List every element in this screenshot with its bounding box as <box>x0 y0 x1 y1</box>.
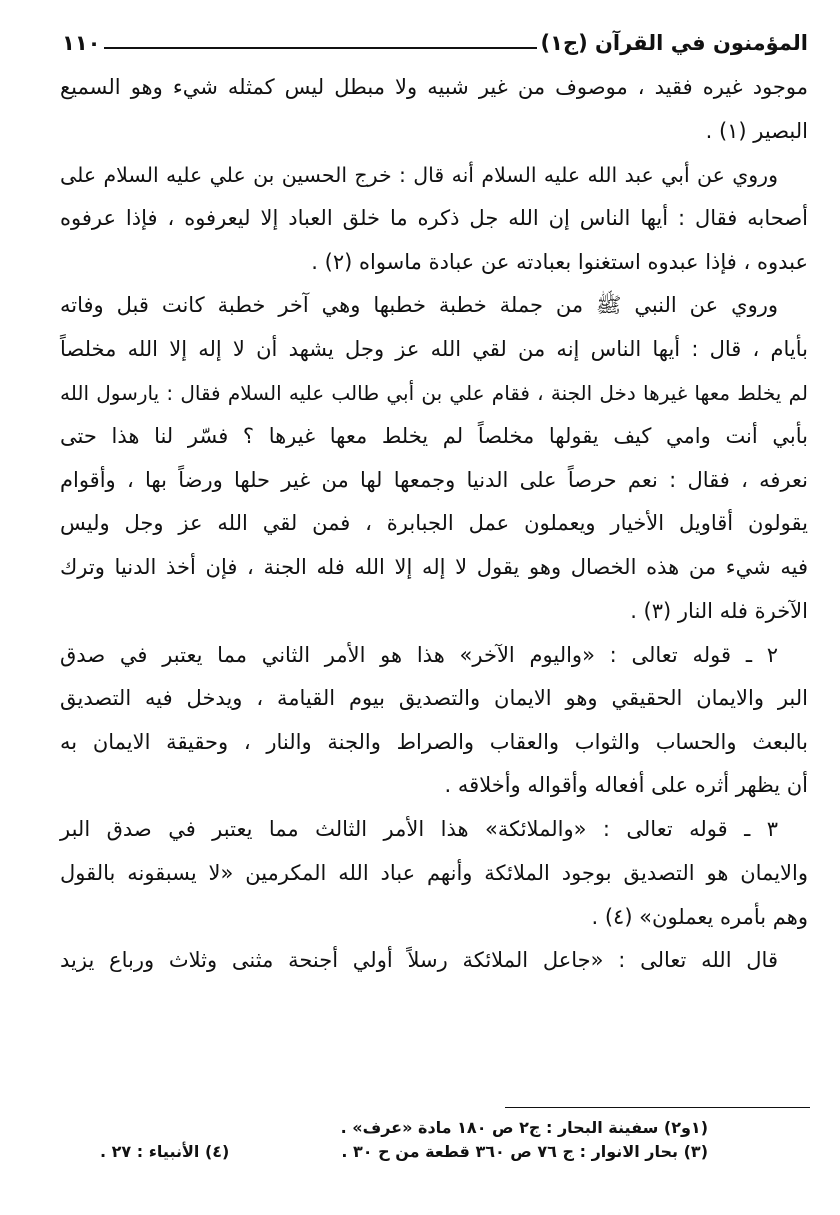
book-title: المؤمنون في القرآن (ج١) <box>540 31 808 55</box>
body-line: نعرفه ، فقال : نعم حرصاً على الدنيا وجمعها لها من غير حلها ورضاً بها ، وأقوام <box>60 468 808 492</box>
body-line: بالبعث والحساب والثواب والعقاب والصراط والجنة والنار ، وحقيقة الايمان به <box>60 730 808 754</box>
running-header <box>62 26 808 60</box>
body-line: الآخرة فله النار (٣) . <box>630 599 808 623</box>
body-line: وهم بأمره يعملون» (٤) . <box>591 905 808 929</box>
body-line: البصير (١) . <box>705 119 808 143</box>
body-line: البر والايمان الحقيقي وهو الايمان والتصديق بيوم القيامة ، ويدخل فيه التصديق <box>60 686 808 710</box>
page-number: ١١٠ <box>62 31 101 55</box>
body-line: والايمان هو التصديق بوجود الملائكة وأنهم عباد الله المكرمين «لا يسبقونه بالقول <box>60 861 808 885</box>
footnote-divider <box>505 1107 810 1108</box>
body-line: أصحابه فقال : أيها الناس إن الله جل ذكره ما خلق العباد إلا ليعرفوه ، فإذا عرفوه <box>60 206 808 230</box>
body-line: قال الله تعالى : «جاعل الملائكة رسلاً أولي أجنحة مثنى وثلاث ورباع يزيد <box>60 948 778 972</box>
body-line: يقولون أقاويل الأخيار ويعملون عمل الجبابرة ، فمن لقي الله عز وجل وليس <box>60 511 808 535</box>
footnote-1-2: (١و٢) سفينة البحار : ج٢ ص ١٨٠ مادة «عرف» . <box>340 1118 708 1137</box>
body-line: موجود غيره فقيد ، موصوف من غير شبيه ولا مبطل ليس كمثله شيء وهو السميع <box>60 75 808 99</box>
body-line: ٣ ـ قوله تعالى : «والملائكة» هذا الأمر الثالث مما يعتبر في صدق البر <box>60 817 778 841</box>
body-line: فيه شيء من هذه الخصال وهو يقول لا إله إلا الله فله الجنة ، فإن أخذ الدنيا وترك <box>60 555 808 579</box>
body-line: عبدوه ، فإذا عبدوه استغنوا بعبادته عن عبادة ماسواه (٢) . <box>311 250 808 274</box>
body-line: أن يظهر أثره على أفعاله وأقواله وأخلاقه . <box>444 773 808 797</box>
footnote-3: (٣) بحار الانوار : ج ٧٦ ص ٣٦٠ قطعة من ح ٣٠ . <box>341 1142 708 1161</box>
header-rule <box>104 47 536 49</box>
body-line: بأبي أنت وامي كيف يقولها مخلصاً لم يخلط معها غيرها ؟ فسّر لنا هذا حتى <box>60 424 808 448</box>
body-line: ٢ ـ قوله تعالى : «واليوم الآخر» هذا هو الأمر الثاني مما يعتبر في صدق <box>60 643 778 667</box>
body-line: وروي عن أبي عبد الله عليه السلام أنه قال : خرج الحسين بن علي عليه السلام على <box>60 163 778 187</box>
body-line: بأيام ، قال : أيها الناس إنه من لقي الله عز وجل يشهد أن لا إله إلا الله مخلصاً <box>60 337 808 361</box>
body-line: لم يخلط معها غيرها دخل الجنة ، فقام علي بن أبي طالب عليه السلام فقال : يارسول الله <box>60 381 808 405</box>
body-line: وروي عن النبي ﷺ من جملة خطبة خطبها وهي آخر خطبة كانت قبل وفاته <box>60 293 778 317</box>
footnote-4: (٤) الأنبياء : ٢٧ . <box>100 1142 230 1161</box>
